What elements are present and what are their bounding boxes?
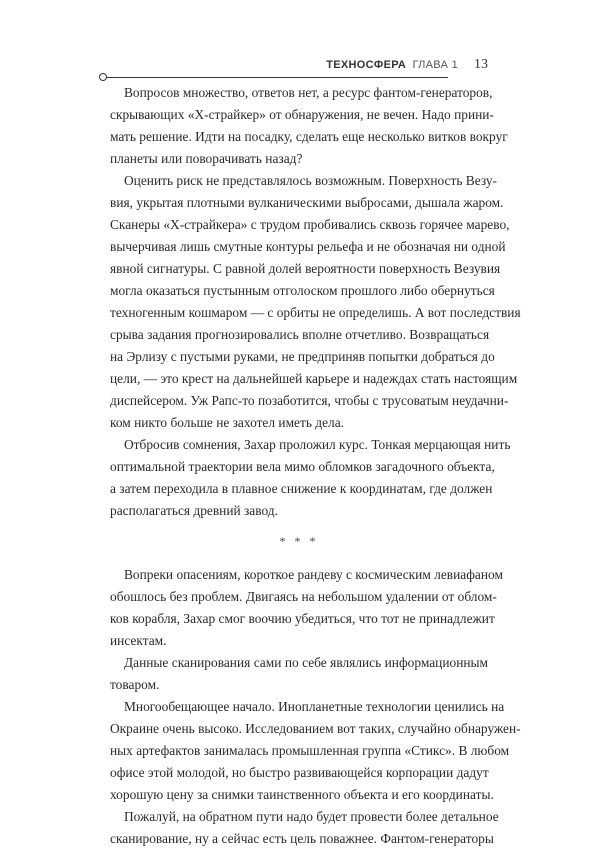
rule-dot-ornament (99, 73, 107, 81)
text-line: сканирование, ну а сейчас есть цель поважнее. Фантом-генераторы (110, 831, 494, 846)
text-line: мать решение. Идти на посадку, сделать еще несколько витков вокруг (110, 129, 508, 144)
text-line: располагаться древний завод. (110, 503, 278, 518)
text-line: инсектам. (110, 633, 167, 648)
paragraph (110, 696, 521, 806)
text-line: диспейсером. Уж Рапс-то позаботится, чтобы с трусоватым неудачни- (110, 393, 509, 408)
running-header (103, 56, 488, 76)
text-line: могла оказаться пустынным отголоском прошлого либо обернуться (110, 283, 495, 298)
text-line: обошлось без проблем. Двигаясь на небольшом удалении от облом- (110, 589, 497, 604)
book-title: ТЕХНОСФЕРА (326, 59, 407, 71)
text-line: ков корабля, Захар смог воочию убедиться, что тот не принадлежит (110, 611, 495, 626)
paragraph (110, 434, 511, 522)
text-line: а затем переходила в плавное снижение к координатам, где должен (110, 481, 493, 496)
paragraph (110, 806, 499, 850)
paragraph (110, 564, 503, 652)
text-line: Данные сканирования сами по себе являлись информационным (124, 655, 488, 670)
section-separator: * * * (279, 534, 319, 548)
text-line: хорошую цену за снимки таинственного объекта и его координаты. (110, 787, 494, 802)
text-line: товаром. (110, 677, 160, 692)
text-line: явной сигнатуры. С равной долей вероятности поверхность Везувия (110, 261, 501, 276)
text-line: Оценить риск не представлялось возможным. Поверхность Везу- (124, 173, 498, 188)
text-line: Вопреки опасениям, короткое рандеву с космическим левиафаном (124, 567, 503, 582)
text-line: срыва задания прогнозировались вполне отчетливо. Возвращаться (110, 327, 490, 342)
paragraph (110, 82, 508, 170)
text-line: Отбросив сомнения, Захар проложил курс. Тонкая мерцающая нить (124, 437, 511, 452)
text-line: вычерчивая лишь смутные контуры рельефа и не обозначая ни одной (110, 239, 506, 254)
body-text (110, 82, 521, 850)
paragraph (110, 652, 488, 696)
text-line: оптимальной траектории вела мимо обломков загадочного объекта, (110, 459, 495, 474)
header-title (326, 59, 458, 71)
text-line: вия, укрытая плотными вулканическими выбросами, дышала жаром. (110, 195, 504, 210)
chapter-label: ГЛАВА 1 (412, 59, 458, 71)
text-line: техногенным кошмаром — с орбиты не определишь. А вот последствия (110, 305, 521, 320)
text-line: на Эрлизу с пустыми руками, не предприняв попытки добраться до (110, 349, 495, 364)
text-line: Пожалуй, на обратном пути надо будет провести более детальное (124, 809, 499, 824)
text-line: Вопросов множество, ответов нет, а ресурс фантом-генераторов, (124, 85, 493, 100)
header-rule (103, 77, 448, 78)
text-line: ных артефактов занималась промышленная группа «Стикс». В любом (110, 743, 510, 758)
section-2 (110, 564, 521, 850)
paragraph (110, 170, 521, 434)
text-line: Многообещающее начало. Инопланетные технологии ценились на (124, 699, 505, 714)
text-line: скрывающих «Х-страйкер» от обнаружения, не вечен. Надо прини- (110, 107, 494, 122)
text-line: планеты или поворачивать назад? (110, 151, 303, 166)
text-line: цели, — это крест на дальнейшей карьере и надеждах стать настоящим (110, 371, 518, 386)
section-1 (110, 82, 521, 522)
text-line: Окраине очень высоко. Исследованием вот таких, случайно обнаружен- (110, 721, 521, 736)
text-line: офисе этой молодой, но быстро развивающейся корпорации дадут (110, 765, 489, 780)
text-line: Сканеры «Х-страйкера» с трудом пробивались сквозь горячее марево, (110, 217, 510, 232)
page-number: 13 (474, 57, 488, 72)
text-line: ком никто больше не захотел иметь дела. (110, 415, 345, 430)
